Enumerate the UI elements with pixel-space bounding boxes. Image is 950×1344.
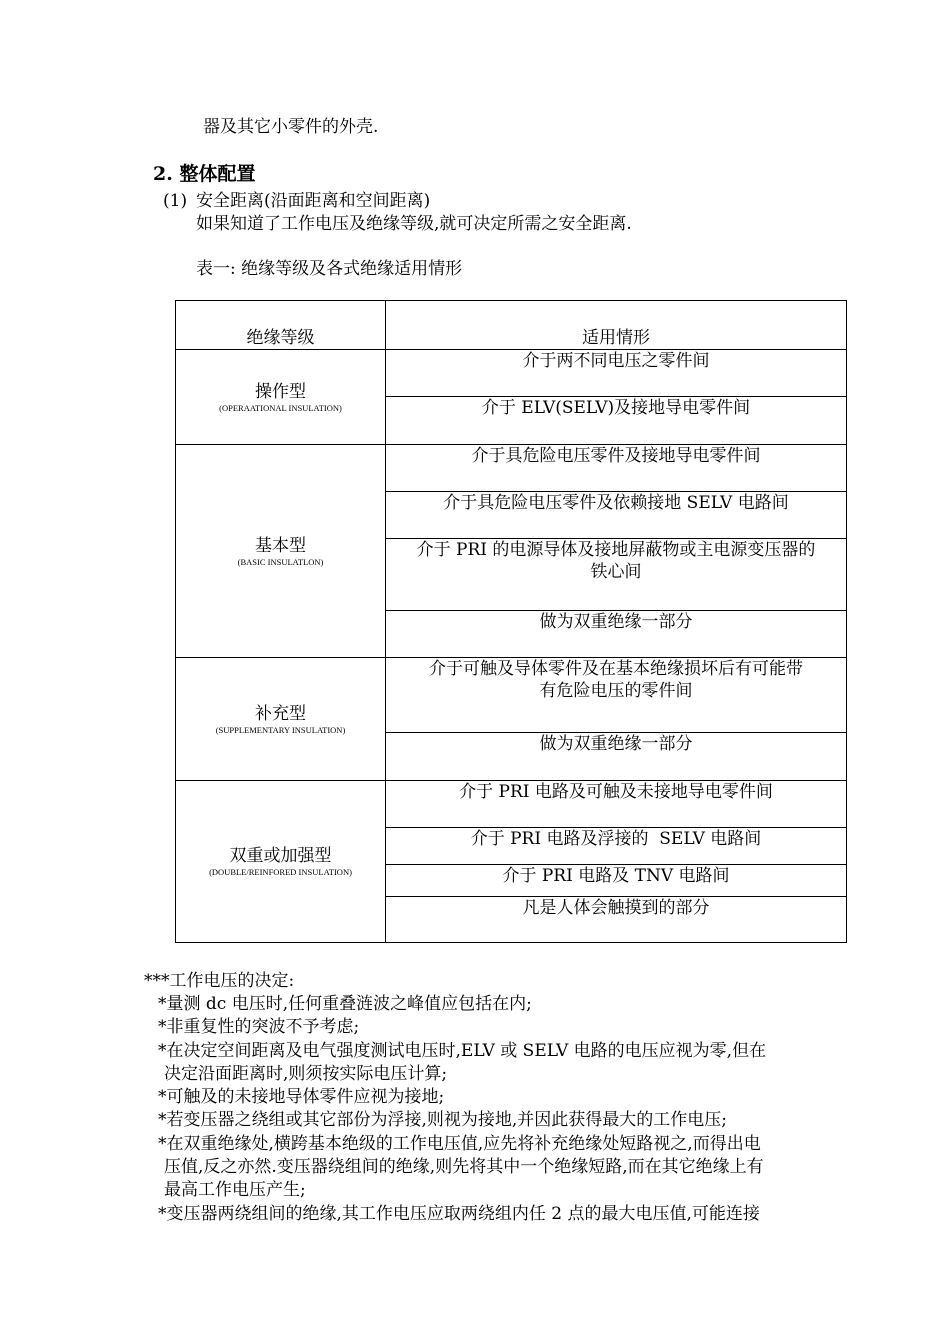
level-english-name: (SUPPLEMENTARY INSULATION) — [215, 724, 346, 735]
note-line: 最高工作电压产生; — [164, 1180, 306, 1200]
intro-sentence: 如果知道了工作电压及绝缘等级,就可决定所需之安全距离. — [196, 214, 632, 234]
application-cell: 做为双重绝缘一部分 — [386, 611, 847, 658]
level-name: 双重或加强型 — [229, 846, 332, 866]
level-english-name: (DOUBLE/REINFORED INSULATION) — [209, 867, 352, 877]
level-cell-double-reinforced — [176, 781, 386, 943]
level-cell-basic — [176, 445, 386, 658]
header-application: 适用情形 — [386, 301, 847, 350]
application-cell: 介于具危险电压零件及依赖接地 SELV 电路间 — [386, 492, 847, 539]
note-line: *在双重绝缘处,横跨基本绝级的工作电压值,应先将补充绝缘处短路视之,而得出电 — [158, 1134, 761, 1154]
level-name: 操作型 — [255, 381, 306, 402]
application-cell: 介于 PRI 电路及可触及未接地导电零件间 — [386, 781, 847, 828]
notes-heading: ***工作电压的决定: — [144, 971, 295, 991]
application-cell: 介于 PRI 电路及 TNV 电路间 — [386, 865, 847, 897]
application-cell: 介于 PRI 的电源导体及接地屏蔽物或主电源变压器的铁心间 — [386, 539, 847, 611]
note-line: 决定沿面距离时,则须按实际电压计算; — [164, 1064, 448, 1084]
level-name: 补充型 — [255, 703, 306, 724]
header-level: 绝缘等级 — [176, 301, 386, 350]
note-line: *量测 dc 电压时,任何重叠涟波之峰值应包括在内; — [158, 994, 532, 1014]
section-title: 2. 整体配置 — [153, 163, 256, 185]
table-row — [176, 781, 847, 828]
table-caption: 表一: 绝缘等级及各式绝缘适用情形 — [196, 259, 463, 279]
table-row — [176, 445, 847, 492]
level-cell-operational — [176, 350, 386, 445]
application-cell: 做为双重绝缘一部分 — [386, 733, 847, 781]
note-line: *若变压器之绕组或其它部份为浮接,则视为接地,并因此获得最大的工作电压; — [158, 1110, 728, 1130]
subsection-number: (1) — [163, 191, 188, 211]
table-row — [176, 350, 847, 397]
table-header-row — [176, 301, 847, 350]
application-cell: 介于两不同电压之零件间 — [386, 350, 847, 397]
insulation-table — [175, 300, 847, 943]
table-row — [176, 658, 847, 733]
note-line: *可触及的未接地导体零件应视为接地; — [158, 1087, 445, 1107]
level-english-name: (BASIC INSULATLON) — [237, 556, 324, 567]
level-cell-supplementary — [176, 658, 386, 781]
level-name: 基本型 — [255, 535, 306, 556]
subsection-title: 安全距离(沿面距离和空间距离) — [196, 191, 431, 211]
level-english-name: (OPERAATIONAL INSULATION) — [219, 402, 342, 413]
intro-line: 器及其它小零件的外壳. — [203, 117, 379, 137]
application-cell: 凡是人体会触摸到的部分 — [386, 897, 847, 943]
application-cell: 介于 ELV(SELV)及接地导电零件间 — [386, 397, 847, 445]
application-cell: 介于可触及导体零件及在基本绝缘损坏后有可能带有危险电压的零件间 — [386, 658, 847, 733]
note-line: *非重复性的突波不予考虑; — [158, 1017, 360, 1037]
note-line: 压值,反之亦然.变压器绕组间的绝缘,则先将其中一个绝缘短路,而在其它绝缘上有 — [164, 1157, 764, 1177]
note-line: *变压器两绕组间的绝缘,其工作电压应取两绕组内任 2 点的最大电压值,可能连接 — [158, 1204, 760, 1224]
application-cell: 介于具危险电压零件及接地导电零件间 — [386, 445, 847, 492]
application-cell: 介于 PRI 电路及浮接的 SELV 电路间 — [386, 828, 847, 865]
note-line: *在决定空间距离及电气强度测试电压时,ELV 或 SELV 电路的电压应视为零,但在 — [158, 1041, 767, 1061]
